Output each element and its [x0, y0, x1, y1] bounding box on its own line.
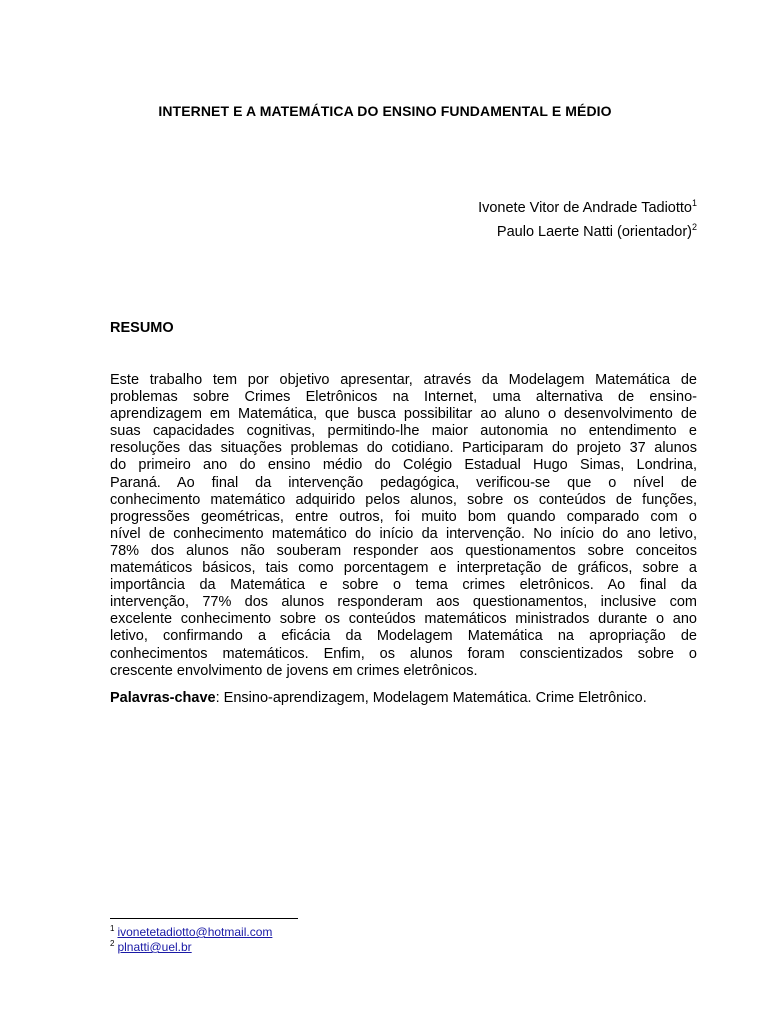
abstract-line: 78% dos alunos não souberam responder aos questionamentos sobre conceitos [110, 542, 697, 559]
author-1 [478, 196, 697, 220]
abstract-line: importância da Matemática e sobre o tema crimes eletrônicos. Ao final da [110, 577, 697, 594]
abstract-body [110, 372, 697, 680]
abstract-line: conhecimento matemático adquirido pelos alunos, sobre os conteúdos de funções, [110, 491, 697, 508]
keywords-label: Palavras-chave [110, 690, 216, 706]
abstract-line: Paraná. Ao final da intervenção pedagógica, verificou-se que o nível de [110, 474, 697, 491]
keywords-text: : Ensino-aprendizagem, Modelagem Matemática. Crime Eletrônico. [215, 690, 647, 706]
footnote-email-link[interactable]: ivonetetadiotto@hotmail.com [117, 925, 273, 939]
abstract-line: intervenção, 77% dos alunos responderam aos questionamentos, inclusive com [110, 594, 697, 611]
author-name: Paulo Laerte Natti (orientador) [496, 224, 692, 240]
abstract-line: progressões geométricas, entre outros, foi muito bom quando comparado com o [110, 508, 697, 525]
footnote-mark: 2 [110, 939, 115, 948]
abstract-line: conhecimentos matemáticos. Enfim, os alunos foram conscientizados sobre o [110, 645, 697, 662]
keywords [110, 690, 710, 706]
abstract-line: do primeiro ano do ensino médio do Colégio Estadual Hugo Simas, Londrina, [110, 457, 697, 474]
abstract-line: crescente envolvimento de jovens em crimes eletrônicos. [110, 662, 478, 679]
abstract-line: aprendizagem em Matemática, que busca possibilitar ao aluno o desenvolvimento de [110, 406, 697, 423]
abstract-line: suas capacidades cognitivas, permitindo-lhe maior autonomia no entendimento e [110, 423, 697, 440]
abstract-line: matemáticos básicos, tais como porcentagem e interpretação de gráficos, sobre a [110, 560, 697, 577]
abstract-line: nível de conhecimento matemático do início da intervenção. No início do ano letivo, [110, 525, 697, 542]
abstract-heading: RESUMO [110, 320, 174, 336]
author-name: Ivonete Vitor de Andrade Tadiotto [478, 200, 692, 216]
abstract-line: resoluções das situações problemas do cotidiano. Participaram do projeto 37 alunos [110, 440, 697, 457]
author-2 [478, 220, 697, 244]
footnote-divider [110, 918, 298, 919]
abstract-line: letivo, confirmando a eficácia da Modelagem Matemática na apropriação de [110, 628, 697, 645]
footnotes [110, 925, 272, 955]
paper-title: INTERNET E A MATEMÁTICA DO ENSINO FUNDAMENTAL E MÉDIO [158, 103, 612, 119]
footnote-mark: 1 [110, 924, 115, 933]
abstract-line: problemas sobre Crimes Eletrônicos na Internet, uma alternativa de ensino- [110, 389, 697, 406]
footnote-email-link[interactable]: plnatti@uel.br [117, 940, 192, 954]
author-footnote-mark: 2 [691, 222, 697, 232]
abstract-line: Este trabalho tem por objetivo apresentar, através da Modelagem Matemática de [110, 372, 697, 388]
footnote-1 [110, 925, 272, 940]
author-footnote-mark: 1 [691, 198, 697, 208]
footnote-2 [110, 940, 272, 955]
abstract-line: excelente conhecimento sobre os conteúdos matemáticos ministrados durante o ano [110, 611, 697, 628]
author-list [478, 196, 697, 244]
